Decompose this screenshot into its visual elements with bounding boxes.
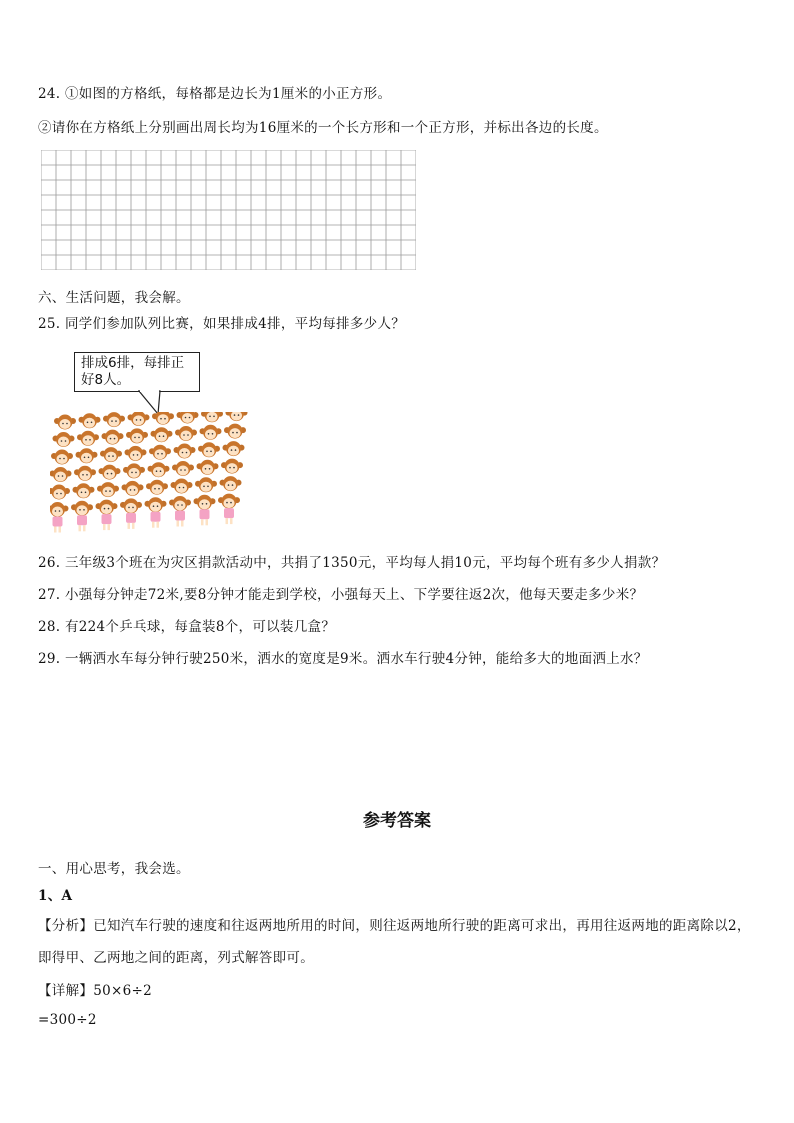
- square-grid-paper: [41, 150, 416, 270]
- question-28: 28. 有224个乒乓球，每盒装8个，可以装几盒？: [38, 619, 336, 635]
- question-27: 27. 小强每分钟走72米,要8分钟才能走到学校，小强每天上、下学要往返2次，他每天要走多少米？: [38, 587, 644, 603]
- analysis-line-1: 【分析】已知汽车行驶的速度和往返两地所用的时间，则往返两地所行驶的距离可求出，再用往返两地的距离除以2，: [38, 918, 751, 934]
- answers-title: 参考答案: [363, 811, 431, 831]
- calculation-step: =300÷2: [38, 1012, 97, 1028]
- question-24-line-1: 24. ①如图的方格纸，每格都是边长为1厘米的小正方形。: [38, 86, 392, 102]
- speech-bubble: [74, 352, 200, 392]
- question-26: 26. 三年级3个班在为灾区捐款活动中，共捐了1350元，平均每人捐10元，平均每个班有多少人捐款？: [38, 555, 666, 571]
- question-29: 29. 一辆洒水车每分钟行驶250米，洒水的宽度是9米。洒水车行驶4分钟，能给多大的地面洒上水？: [38, 651, 648, 667]
- detail-line: 【详解】50×6÷2: [38, 983, 152, 999]
- section-6-heading: 六、生活问题，我会解。: [38, 290, 190, 306]
- answer-item-1: 1、A: [38, 888, 73, 904]
- question-25-text: 25. 同学们参加队列比赛，如果排成4排，平均每排多少人？: [38, 316, 406, 332]
- answers-section-1-heading: 一、用心思考，我会选。: [38, 861, 190, 877]
- analysis-line-2: 即得甲、乙两地之间的距离，列式解答即可。: [38, 950, 314, 966]
- question-24-line-2: ②请你在方格纸上分别画出周长均为16厘米的一个长方形和一个正方形，并标出各边的长度。: [38, 120, 608, 136]
- students-formation-illustration: [50, 412, 255, 534]
- speech-bubble-text: 排成6排，每排正好8人。: [81, 355, 185, 388]
